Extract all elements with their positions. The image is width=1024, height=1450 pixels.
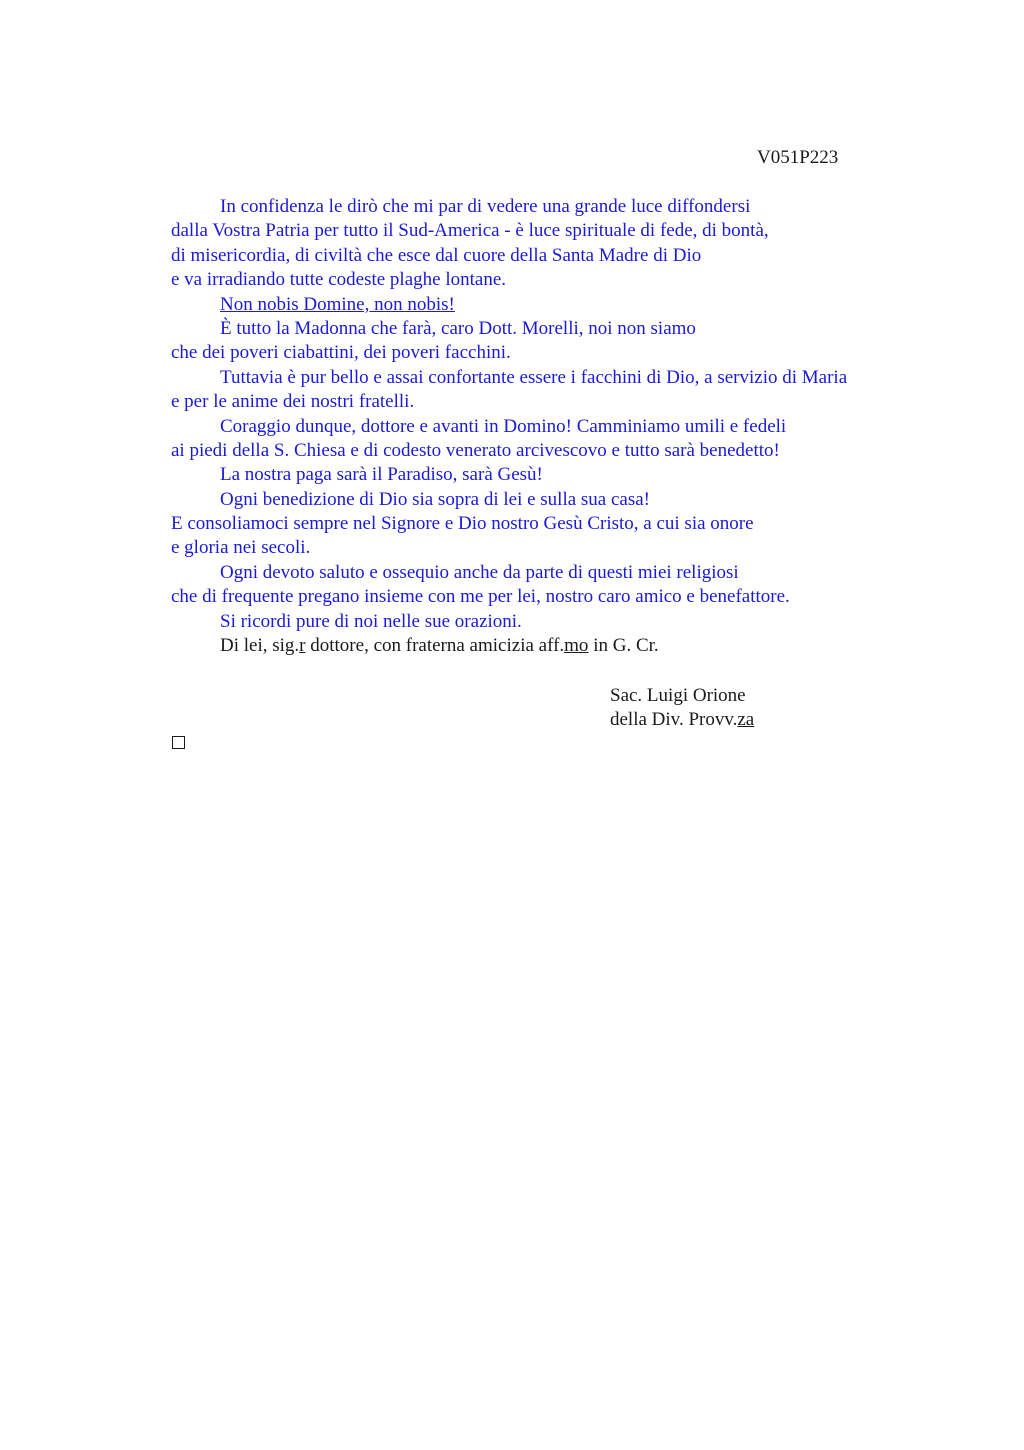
latin-motto-line [171, 293, 847, 317]
closing-abbreviation: mo [564, 635, 589, 657]
signature-title [610, 708, 754, 732]
text-line: e per le anime dei nostri fratelli. [171, 391, 415, 413]
text-line: ai piedi della S. Chiesa e di codesto venerato arcivescovo e tutto sarà benedetto! [171, 439, 780, 461]
signature-title-text: della Div. Provv. [610, 709, 738, 731]
closing-part: Di lei, sig. [220, 635, 300, 657]
signature-title-abbreviation: za [737, 709, 755, 731]
letter-body [171, 195, 847, 658]
closing-part: in G. Cr. [588, 635, 659, 657]
text-line: Si ricordi pure di noi nelle sue orazioni. [220, 610, 522, 632]
text-line: La nostra paga sarà il Paradiso, sarà Gesù! [220, 464, 543, 486]
signature-block [610, 684, 754, 733]
text-line: Ogni devoto saluto e ossequio anche da parte di questi miei religiosi [220, 561, 739, 583]
text-line: È tutto la Madonna che farà, caro Dott. Morelli, noi non siamo [220, 317, 696, 339]
empty-square-mark [172, 736, 185, 749]
closing-line [171, 634, 847, 658]
text-line: In confidenza le dirò che mi par di vedere una grande luce diffondersi [220, 196, 751, 217]
text-line: di misericordia, di civiltà che esce dal cuore della Santa Madre di Dio [171, 244, 702, 266]
text-line: e va irradiando tutte codeste plaghe lontane. [171, 269, 507, 291]
text-line: Coraggio dunque, dottore e avanti in Domino! Camminiamo umili e fedeli [220, 415, 787, 437]
closing-abbreviation: r [299, 635, 306, 657]
text-line: Ogni benedizione di Dio sia sopra di lei e sulla sua casa! [220, 488, 651, 510]
latin-motto: Non nobis Domine, non nobis! [220, 293, 455, 315]
text-line: che di frequente pregano insieme con me per lei, nostro caro amico e benefattore. [171, 586, 790, 608]
text-line: dalla Vostra Patria per tutto il Sud-America - è luce spirituale di fede, di bontà, [171, 220, 769, 242]
text-line: Tuttavia è pur bello e assai confortante essere i facchini di Dio, a servizio di Maria [220, 366, 848, 388]
text-line: e gloria nei secoli. [171, 537, 311, 559]
page-reference: V051P223 [757, 147, 839, 168]
text-line: E consoliamoci sempre nel Signore e Dio nostro Gesù Cristo, a cui sia onore [171, 513, 754, 535]
text-line: che dei poveri ciabattini, dei poveri facchini. [171, 342, 511, 364]
closing-part: dottore, con fraterna amicizia aff. [305, 635, 565, 657]
signature-name: Sac. Luigi Orione [610, 685, 746, 706]
